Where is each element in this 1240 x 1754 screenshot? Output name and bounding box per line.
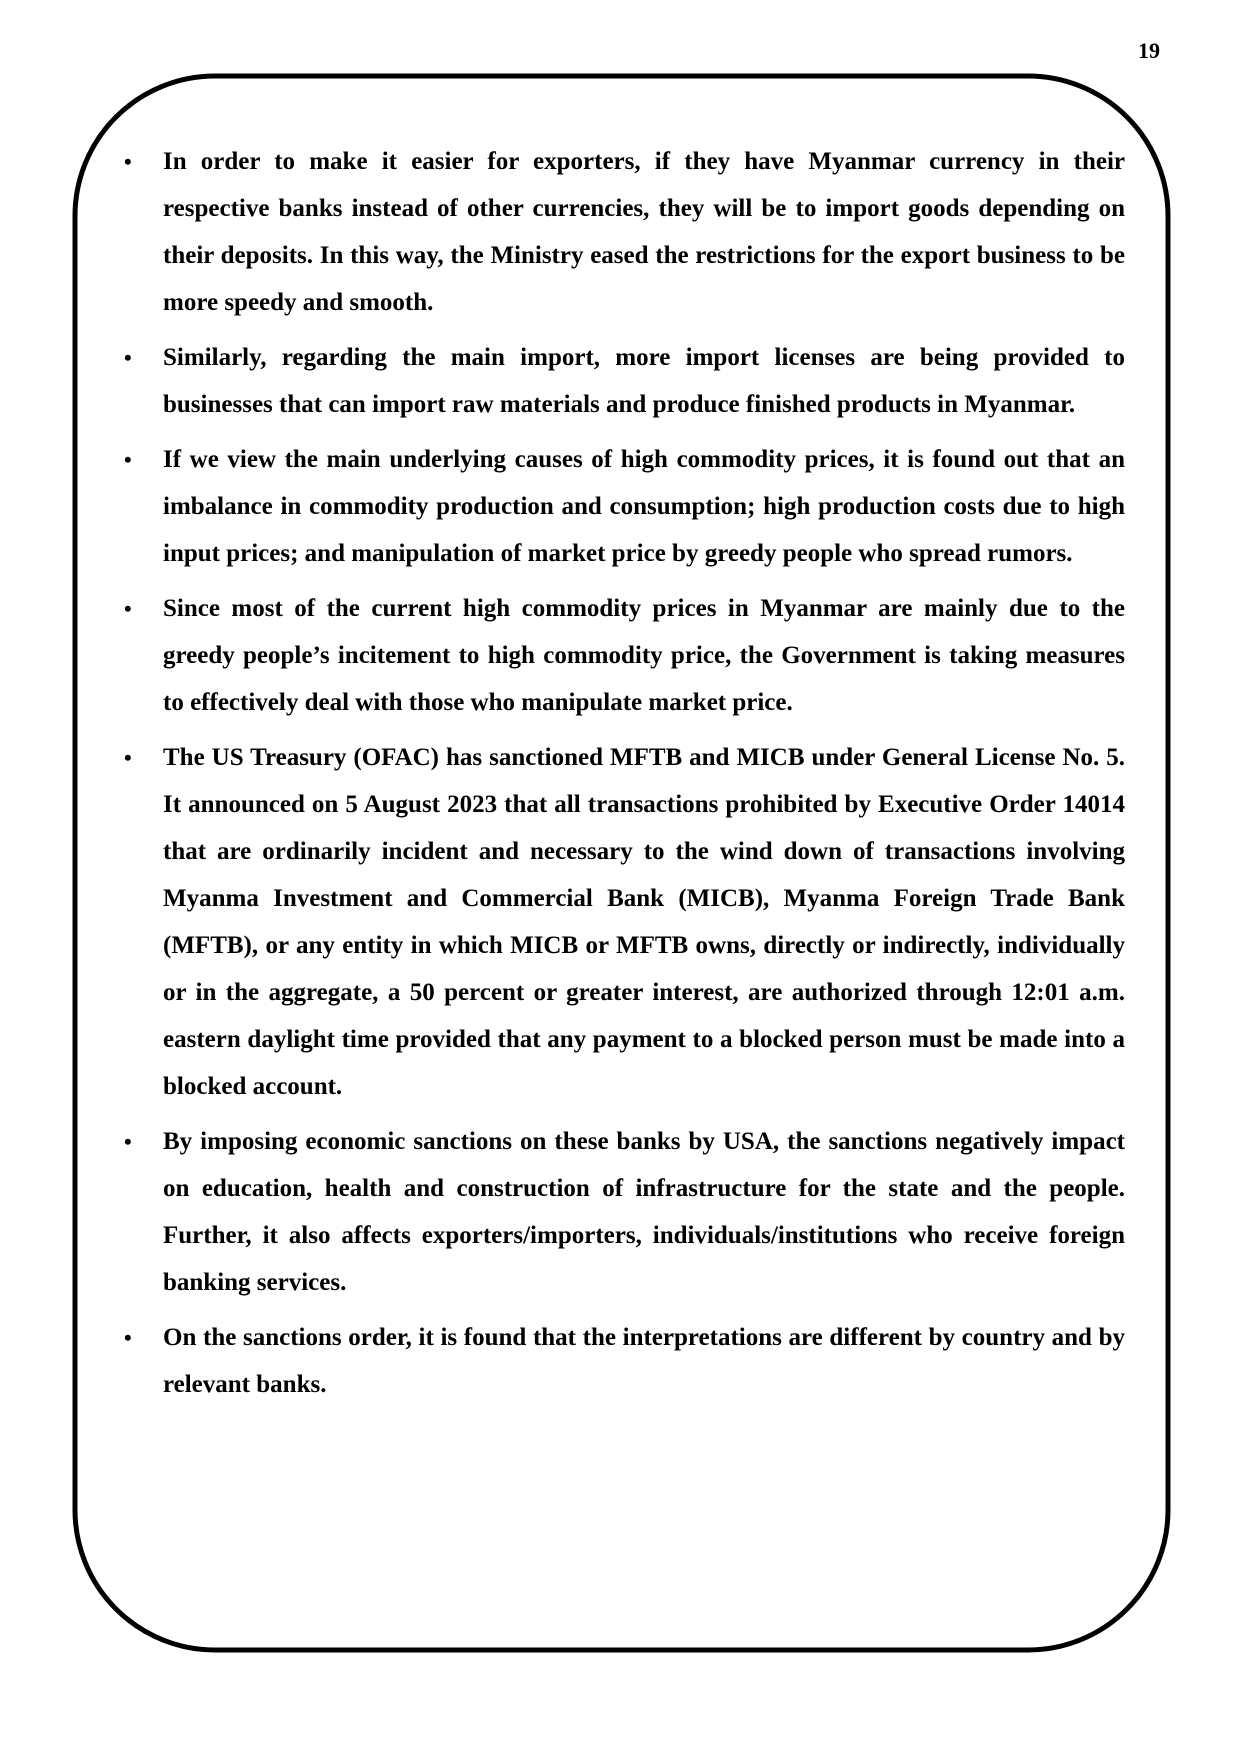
bullet-marker: • — [124, 149, 132, 174]
bullet-marker: • — [124, 447, 132, 472]
list-item-text: By imposing economic sanctions on these banks by USA, the sanctions negatively impact on education, health and construction of infrastructure for the state and the people. Further, it also affects exporters/importers, individuals/institutions who receive foreign banking services. — [163, 1128, 1125, 1296]
bullet-marker: • — [124, 345, 132, 370]
list-item — [115, 585, 1125, 726]
list-item — [115, 138, 1125, 326]
bullet-marker: • — [124, 745, 132, 770]
content-area — [115, 138, 1125, 1416]
list-item — [115, 334, 1125, 428]
list-item-text: Similarly, regarding the main import, more import licenses are being provided to businesses that can import raw materials and produce finished products in Myanmar. — [163, 344, 1125, 418]
bullet-marker: • — [124, 1129, 132, 1154]
bullet-list — [115, 138, 1125, 1408]
list-item-text: In order to make it easier for exporters, if they have Myanmar currency in their respective banks instead of other currencies, they will be to import goods depending on their deposits. In this way, the Ministry eased the restrictions for the export business to be more speedy and smooth. — [163, 148, 1125, 316]
list-item — [115, 734, 1125, 1110]
bullet-marker: • — [124, 596, 132, 621]
list-item — [115, 436, 1125, 577]
list-item — [115, 1314, 1125, 1408]
list-item-text: The US Treasury (OFAC) has sanctioned MFTB and MICB under General License No. 5. It announced on 5 August 2023 that all transactions prohibited by Executive Order 14014 that are ordinarily incident and necessary to the wind down of transactions involving Myanma Investment and Commercial Bank (MICB), Myanma Foreign Trade Bank (MFTB), or any entity in which MICB or MFTB owns, directly or indirectly, individually or in the aggregate, a 50 percent or greater interest, are authorized through 12:01 a.m. eastern daylight time provided that any payment to a blocked person must be made into a blocked account. — [163, 744, 1125, 1100]
list-item-text: On the sanctions order, it is found that the interpretations are different by country and by relevant banks. — [163, 1324, 1125, 1398]
page-number: 19 — [1138, 38, 1160, 63]
list-item — [115, 1118, 1125, 1306]
list-item-text: Since most of the current high commodity prices in Myanmar are mainly due to the greedy people’s incitement to high commodity price, the Government is taking measures to effectively deal with those who manipulate market price. — [163, 595, 1125, 716]
list-item-text: If we view the main underlying causes of high commodity prices, it is found out that an imbalance in commodity production and consumption; high production costs due to high input prices; and manipulation of market price by greedy people who spread rumors. — [163, 446, 1125, 567]
bullet-marker: • — [124, 1325, 132, 1350]
